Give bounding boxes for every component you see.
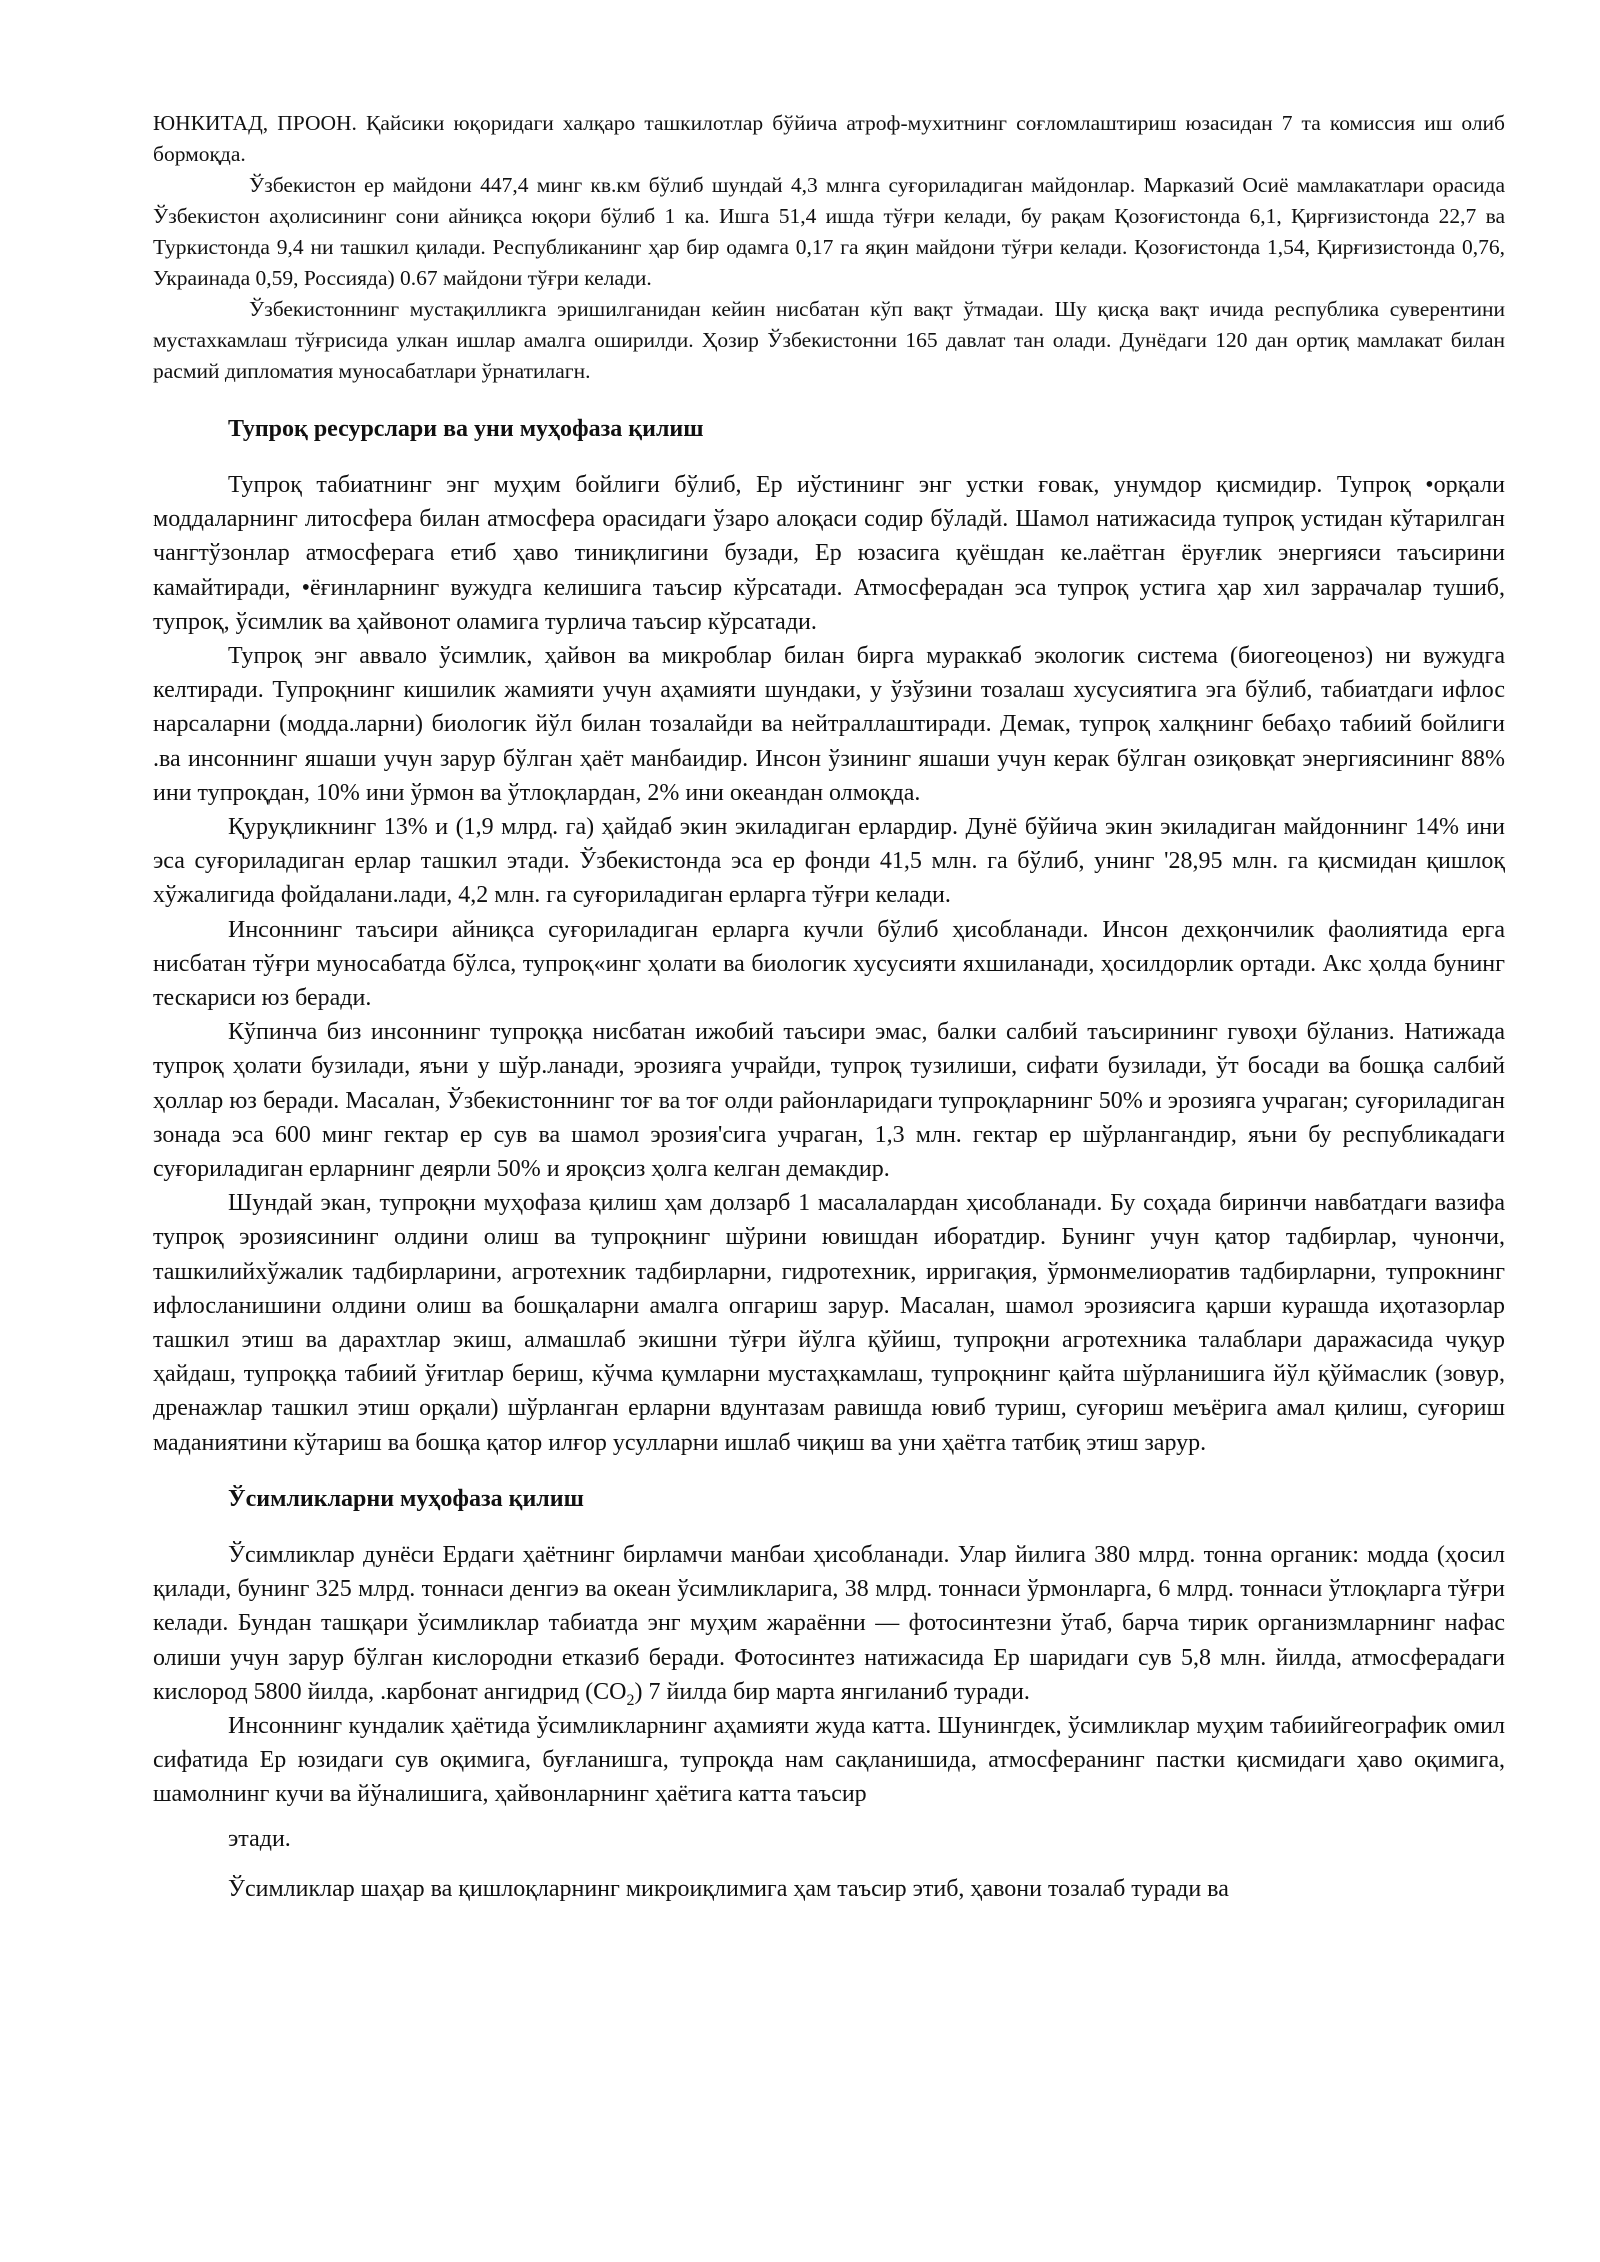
plants-paragraph-1 [153,1538,1505,1709]
document-page [153,108,1505,1906]
plants-paragraph-1-text: Ўсимликлар дунёси Ердаги ҳаётнинг бирламчи манбаи ҳисобланади. Улар йилига 380 млрд. тонна органик: модда (ҳосил қилади, бунинг 325 млрд. тоннаси денгиэ ва океан ўсимликларига, 38 млрд. тоннаси ўрмонларга, 6 млрд. тоннаси ўтлоқларга тўғри келади. Бундан ташқари ўсимликлар табиатда энг муҳим жараённи — фотосинтезни ўтаб, барча тирик организмларнинг нафас олиши учун зарур бўлган кислородни етказиб беради. Фотосинтез натижасида Ер шаридаги сув 5,8 млн. йилда, атмосферадаги кислород 5800 йилда, .карбонат ангидрид (CO [153,1541,1505,1705]
plants-paragraph-2: Инсоннинг кундалик ҳаётида ўсимликларнинг аҳамияти жуда катта. Шунингдек, ўсимликлар муҳим табиийгеографик омил сифатида Ер юзидаги сув оқимига, буғланишга, тупроқда нам сақланишида, атмосферанинг пастки қисмидаги ҳаво оқимига, шамолнинг кучи ва йўналишига, ҳайвонларнинг ҳаётига катта таъсир [153,1712,1505,1808]
soil-paragraph-3: Қуруқликнинг 13% и (1,9 млрд. га) ҳайдаб экин экиладиган ерлардир. Дунё бўйича экин экиладиган майдоннинг 14% ини эса суғориладиган ерлар ташкил этади. Ўзбекистонда эса ер фонди 41,5 млн. га бўлиб, унинг '28,95 млн. га қисмидан қишлоқ хўжалигида фойдалани.лади, 4,2 млн. га суғориладиган ерларга тўғри келади. [153,814,1505,909]
section-heading-soil: Тупроқ ресурслари ва уни муҳофаза қилиш [228,416,704,442]
plants-paragraph-2-continuation: этади. [228,1825,291,1852]
soil-paragraph-1: Тупроқ табиатнинг энг муҳим бойлиги бўлиб, Ер иўстининг энг устки ғовак, унумдор қисмидир. Тупроқ •орқали моддаларнинг литосфера билан атмосфера орасидаги ўзаро алоқаси содир бўладй. Шамол натижасида тупроқ устидан кўтарилган чангтўзонлар атмосферага етиб ҳаво тиниқлигини бузади, Ер юзасига қуёшдан ке.лаётган ёруғлик энергияси таъсирини камайтиради, •ёғинларнинг вужудга келишига таъсир кўрсатади. Атмосферадан эса тупроқ устига ҳар хил заррачалар тушиб, тупроқ, ўсимлик ва ҳайвонот оламига турлича таъсир кўрсатади. [153,472,1505,635]
plants-paragraph-1-end: ) 7 йилда бир марта янгиланиб туради. [634,1678,1030,1705]
intro-paragraph-3: Ўзбекистоннинг мустақилликга эришилганидан кейин нисбатан кўп вақт ўтмадаи. Шу қисқа вақт ичида республика суверентини мустахкамлаш тўғрисида улкан ишлар амалга оширилди. Ҳозир Ўзбекистонни 165 давлат тан олади. Дунёдаги 120 дан ортиқ мамлакат билан расмий дипломатия муносабатлари ўрнатилагн. [153,297,1505,383]
soil-paragraph-5: Кўпинча биз инсоннинг тупроққа нисбатан ижобий таъсири эмас, балки салбий таъсирининг гувоҳи бўланиз. Натижада тупроқ ҳолати бузилади, яъни у шўр.ланади, эрозияга учрайди, тупроқ тузилиши, сифати бузилади, ўт босади ва бошқа салбий ҳоллар юз беради. Масалан, Ўзбекистоннинг тоғ ва тоғ олди районларидаги тупроқларнинг 50% и эрозияга учраган; суғориладиган зонада эса 600 минг гектар ер сув ва шамол эрозия'сига учраган, 1,3 млн. гектар ер шўрлангандир, яъни бу республикадаги суғориладиган ерларнинг деярли 50% и яроқсиз ҳолга келган демакдир. [153,1019,1505,1183]
intro-paragraph-2: Ўзбекистон ер майдони 447,4 минг кв.км бўлиб шундай 4,3 млнга суғориладиган майдонлар. Марказий Осиё мамлакатлари орасида Ўзбекистон аҳолисининг сони айниқса юқори бўлиб 1 ка. Ишга 51,4 ишда тўғри келади, бу рақам Қозоғистонда 6,1, Қирғизистонда 22,7 ва Туркистонда 9,4 ни ташкил қилади. Республиканинг ҳар бир одамга 0,17 га яқин майдони тўғри келади. Қозоғистонда 1,54, Қирғизистонда 0,76, Украинада 0,59, Россияда) 0.67 майдони тўғри келади. [153,173,1505,290]
intro-paragraph-1: ЮНКИТАД, ПРООН. Қайсики юқоридаги халқаро ташкилотлар бўйича атроф-мухитнинг соғломлаштириш юзасидан 7 та комиссия иш олиб бормоқда. [153,111,1505,166]
co2-subscript: 2 [626,1691,635,1709]
soil-paragraph-6: Шундай экан, тупроқни муҳофаза қилиш ҳам долзарб 1 масалалардан ҳисобланади. Бу соҳада биринчи навбатдаги вазифа тупроқ эрозиясининг олдини олиш ва тупроқнинг шўрини ювишдан иборатдир. Бунинг учун қатор тадбирлар, чунончи, ташкилийхўжалик тадбирларини, агротехник тадбирларни, гидротехник, ирригақия, ўрмонмелиоратив тадбирларни, тупрокнинг ифлосланишини олдини олиш ва бошқаларни амалга опгариш зарур. Масалан, шамол эрозиясига қарши курашда иҳотазорлар ташкил этиш ва дарахтлар экиш, алмашлаб экишни тўғри йўлга қўйиш, тупроқни агротехника талаблари даражасида чуқур ҳайдаш, тупроққа табиий ўғитлар бериш, кўчма қумларни мустаҳкамлаш, тупроқнинг қайта шўрланишига йўл қўймаслик (зовур, дренажлар ташкил этиш орқали) шўрланган ерларни вдунтазам равишда ювиб туриш, суғориш меъёрига амал қилиш, суғориш маданиятини кўтариш ва бошқа қатор илғор усулларни ишлаб чиқиш ва уни ҳаётга татбиқ этиш зарур. [153,1190,1505,1456]
soil-paragraph-2: Тупроқ энг аввало ўсимлик, ҳайвон ва микроблар билан бирга мураккаб экологик система (биогеоценоз) ни вужудга келтиради. Тупроқнинг кишилик жамияти учун аҳамияти шундаки, у ўзўзини тозалаш хусусиятига эга бўлиб, табиатдаги ифлос нарсаларни (модда.ларни) биологик йўл билан тозалайди ва нейтраллаштиради. Демак, тупроқ халқнинг бебаҳо табиий бойлиги .ва инсоннинг яшаши учун зарур бўлган ҳаёт манбаидир. Инсон ўзининг яшаши учун керак бўлган озиқовқат энергиясининг 88% ини тупроқдан, 10% ини ўрмон ва ўтлоқлардан, 2% ини океандан олмоқда. [153,643,1505,806]
section-heading-plants: Ўсимликларни муҳофаза қилиш [228,1485,584,1512]
soil-paragraph-4: Инсоннинг таъсири айниқса суғориладиган ерларга кучли бўлиб ҳисобланади. Инсон дехқончилик фаолиятида ерга нисбатан тўғри муносабатда бўлса, тупроқ«инг ҳолати ва биологик хусусияти яхшиланади, ҳосилдорлик ортади. Акс ҳолда бунинг тескариси юз беради. [153,916,1505,1012]
plants-paragraph-3: Ўсимликлар шаҳар ва қишлоқларнинг микроиқлимига ҳам таъсир этиб, ҳавони тозалаб туради ва [228,1875,1229,1902]
